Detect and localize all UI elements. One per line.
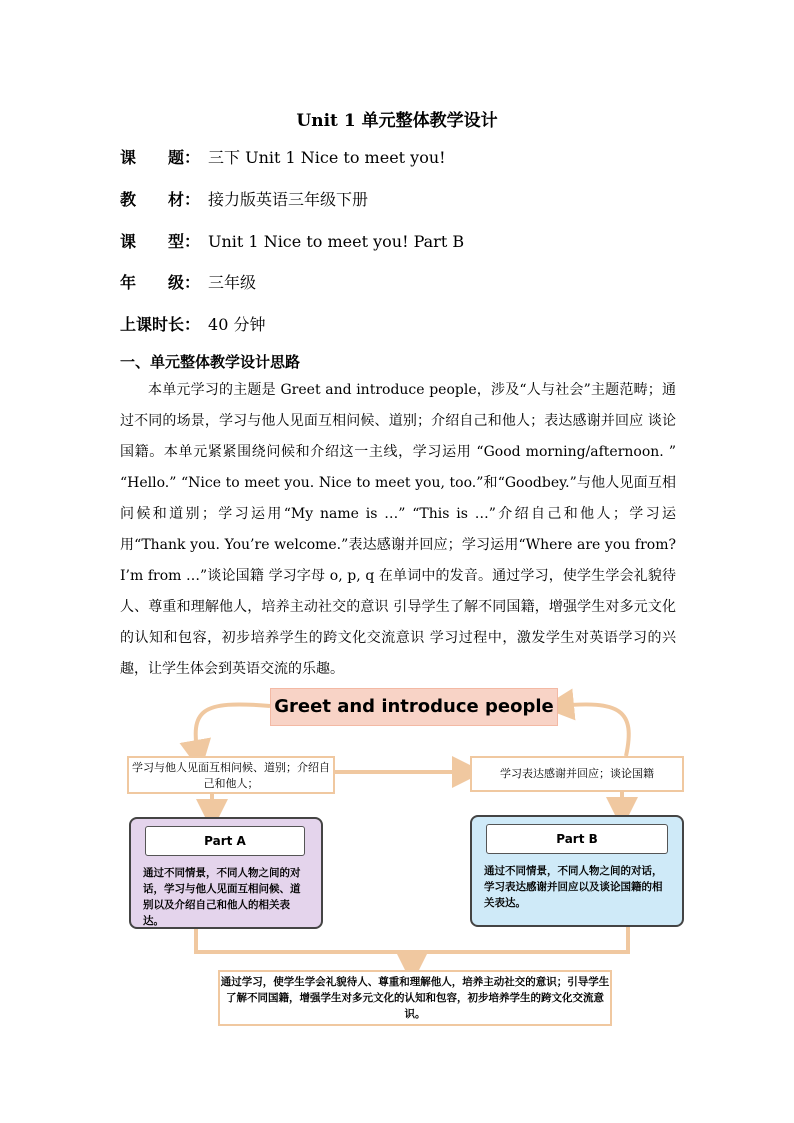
topic-value: 三下 Unit 1 Nice to meet you! (208, 148, 446, 167)
duration-value: 40 分钟 (192, 315, 266, 334)
bottom-goal-box (218, 970, 612, 1026)
page-title: Unit 1 单元整体教学设计 (296, 111, 498, 131)
duration-row (120, 314, 265, 336)
paragraph-text: 本单元学习的主题是 Greet and introduce people，涉及“人与社会”主题范畴；通过不同的场景，学习与他人见面互相问候、道别；介绍自己和他人；表达感谢并回应 谈论国籍。本单元紧紧围绕问候和介绍这一主线，学习运用 “Good morning/afternoon. ” “Hello.” “Nice to meet you. Nice to meet you, too.”和“Goodbey.”与他人见面互相问候和道别；学习运用“My name is …” “This is …”介绍自己和他人；学习运用“Thank you. You’re welcome.”表达感谢并回应；学习运用“Where are you from? I’m from …”谈论国籍 学习字母 o, p, q 在单词中的发音。通过学习，使学生学会礼貌待人、尊重和理解他人，培养主动社交的意识 引导学生了解不同国籍，增强学生对多元文化的认知和包容，初步培养学生的跨文化交流意识 学习过程中，激发学生对英语学习的兴趣，让学生体会到英语交流的乐趣。 (120, 382, 676, 677)
duration-label: 上课时长： (120, 315, 193, 334)
material-label: 教 材： (120, 190, 201, 209)
topic-row (120, 147, 446, 169)
topic-label: 课 题： (120, 148, 201, 167)
type-label: 课 型： (120, 232, 201, 251)
type-row (120, 231, 464, 253)
material-value: 接力版英语三年级下册 (208, 190, 369, 209)
arrow-banner-right (558, 704, 629, 756)
right-goal-text: 学习表达感谢并回应；谈论国籍 (500, 767, 654, 780)
part-b-box (470, 815, 684, 927)
part-a-text: 通过不同情景，不同人物之间的对话，学习与他人见面互相问候、道别以及介绍自己和他人的相关表达。 (143, 867, 301, 927)
part-a-box (129, 817, 323, 929)
material-row (120, 189, 368, 211)
grade-value: 三年级 (208, 273, 257, 292)
part-b-text: 通过不同情景，不同人物之间的对话，学习表达感谢并回应以及谈论国籍的相关表达。 (484, 865, 663, 909)
bracket-line (196, 925, 628, 952)
grade-row (120, 272, 256, 294)
right-goal-box (470, 756, 684, 792)
type-value: Unit 1 Nice to meet you! Part B (208, 232, 465, 251)
part-b-label: Part B (486, 824, 668, 854)
part-a-label: Part A (145, 826, 305, 856)
left-goal-box (127, 756, 335, 794)
section-heading: 一、单元整体教学设计思路 (120, 353, 301, 371)
grade-label: 年 级： (120, 273, 201, 292)
body-paragraph (120, 375, 676, 685)
theme-banner: Greet and introduce people (270, 688, 558, 726)
arrow-banner-left (196, 704, 270, 756)
bottom-goal-text: 通过学习，使学生学会礼貌待人、尊重和理解他人，培养主动社交的意识；引导学生了解不同国籍，增强学生对多元文化的认知和包容，初步培养学生的跨文化交流意识。 (220, 976, 610, 1020)
left-goal-text: 学习与他人见面互相问候、道别；介绍自己和他人； (132, 761, 330, 790)
